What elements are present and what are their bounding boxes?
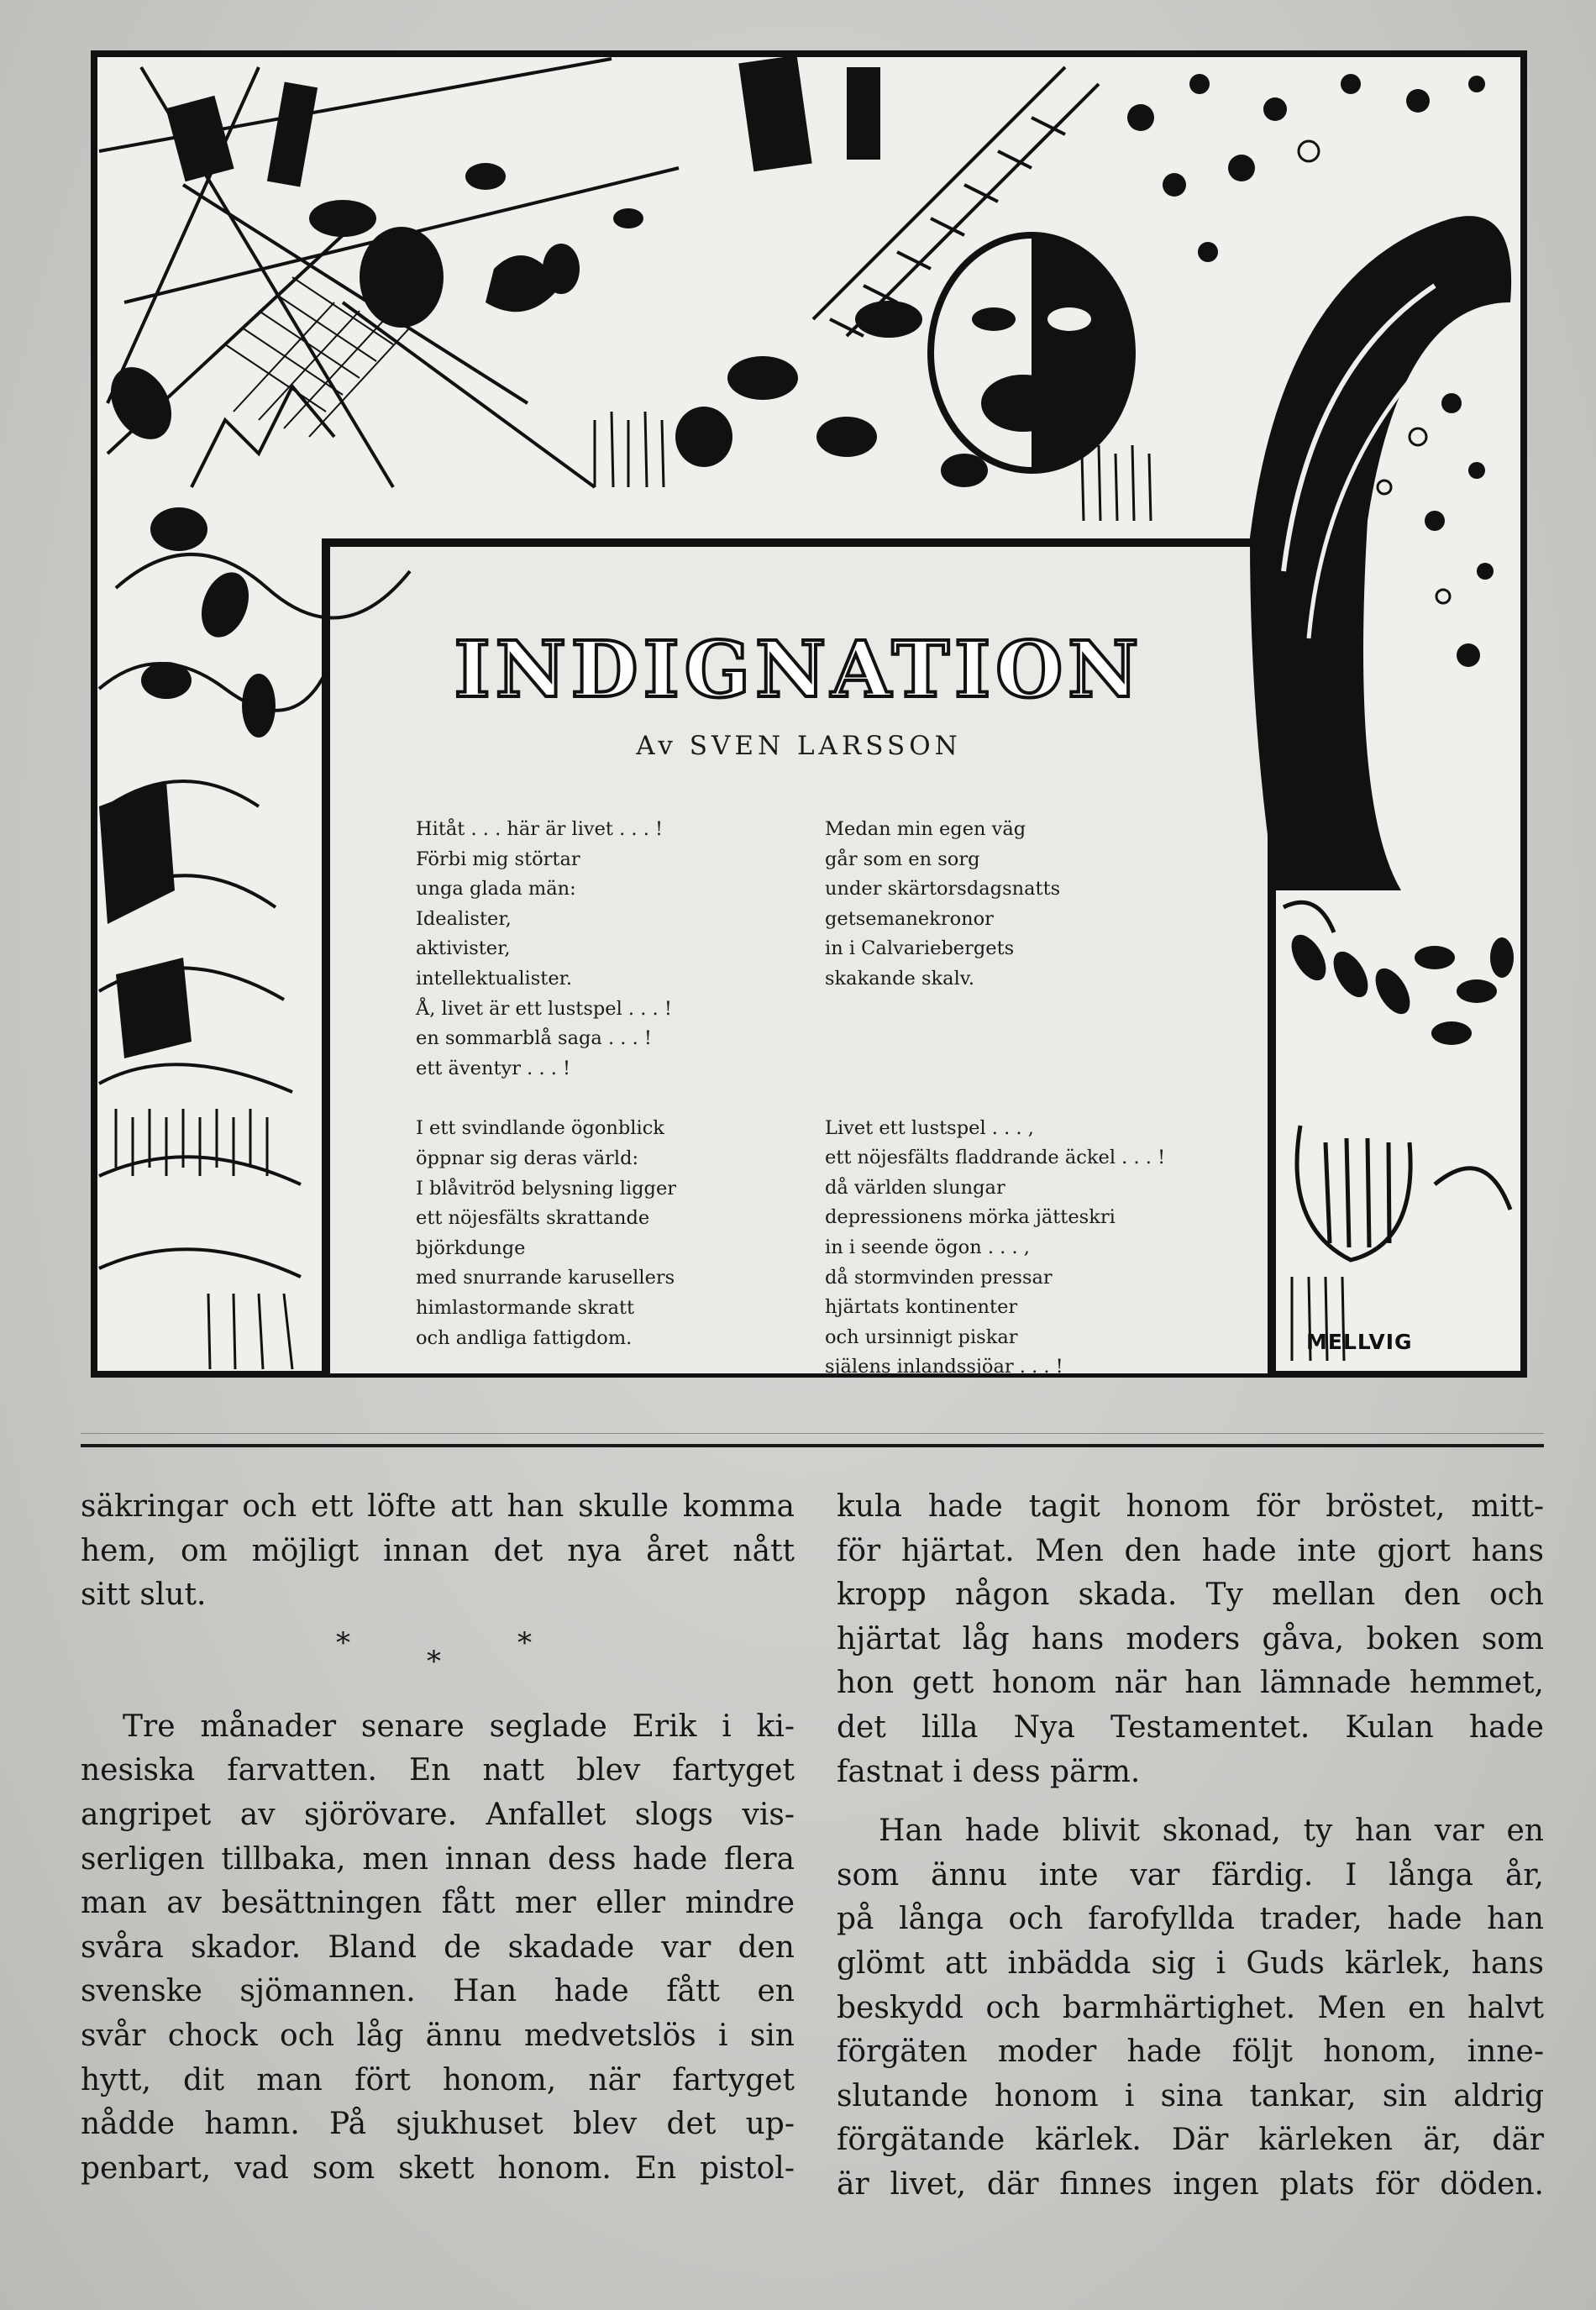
text-line: förgäten moder hade följt honom, inne- xyxy=(837,2034,1544,2070)
stanza xyxy=(825,815,1228,995)
section-divider xyxy=(81,1444,1544,1447)
poem-line: ett nöjesfälts skrattande xyxy=(416,1207,650,1230)
text-line: angripet av sjörövare. Anfallet slogs vis- xyxy=(81,1797,795,1832)
text-line: serligen tillbaka, men innan dess hade flera xyxy=(81,1841,795,1877)
poem-line: och ursinnigt piskar xyxy=(825,1326,1018,1348)
text-line: Han hade blivit skonad, ty han var en xyxy=(879,1814,1544,1849)
poem-line: under skärtorsdagsnatts xyxy=(825,878,1061,900)
divider-thin xyxy=(81,1433,1544,1434)
text-line: hytt, dit man fört honom, när fartyget xyxy=(81,2062,795,2097)
text-line: glömt att inbädda sig i Guds kärlek, hans xyxy=(837,1945,1544,1981)
poem-panel xyxy=(329,544,1268,1378)
text-line: som ännu inte var färdig. I långa år, xyxy=(837,1857,1544,1893)
asterisk: * xyxy=(427,1644,441,1678)
text-line: kropp någon skada. Ty mellan den och xyxy=(837,1578,1544,1613)
poem-title: INDIGNATION xyxy=(454,624,1144,715)
poem-line: själens inlandssjöar . . . ! xyxy=(825,1356,1063,1378)
stanza xyxy=(416,1114,769,1353)
poem-line: då världen slungar xyxy=(825,1176,1005,1199)
poem-line: I blåvitröd belysning ligger xyxy=(416,1177,677,1200)
text-line: penbart, vad som skett honom. En pistol- xyxy=(81,2150,795,2186)
poem-line: går som en sorg xyxy=(825,848,980,870)
poem-line: I ett svindlande ögonblick xyxy=(416,1117,664,1140)
text-line: nesiska farvatten. En natt blev fartyget xyxy=(81,1753,795,1788)
text-line: beskydd och barmhärtighet. Men en halvt xyxy=(837,1990,1544,2025)
poem-line: då stormvinden pressar xyxy=(825,1266,1053,1289)
text-line: Tre månader senare seglade Erik i ki- xyxy=(123,1709,795,1744)
text-line: hon gett honom när han lämnade hemmet, xyxy=(837,1666,1544,1701)
text-line: svåra skador. Bland de skadade var den xyxy=(81,1929,795,1965)
poem-line: Idealister, xyxy=(416,907,512,930)
stanza xyxy=(416,815,769,1084)
text-line: säkringar och ett löfte att han skulle komma xyxy=(81,1489,795,1524)
text-line: är livet, där finnes ingen plats för döden. xyxy=(837,2166,1544,2202)
article-column-left xyxy=(81,1485,795,2191)
poem-line: Livet ett lustspel . . . , xyxy=(825,1116,1034,1139)
poem-byline: Av SVEN LARSSON xyxy=(636,731,962,761)
text-line: fastnat i dess pärm. xyxy=(837,1754,1141,1789)
poem-line: in i seende ögon . . . , xyxy=(825,1236,1030,1258)
poem-line: björkdunge xyxy=(416,1236,526,1259)
text-line: svår chock och låg ännu medvetslös i sin xyxy=(81,2018,795,2053)
poem-line: Förbi mig störtar xyxy=(416,848,580,870)
poem-line: depressionens mörka jätteskri xyxy=(825,1206,1116,1229)
poem-line: Medan min egen väg xyxy=(825,818,1026,840)
poem-line: Hitåt . . . här är livet . . . ! xyxy=(416,818,664,840)
text-line: kula hade tagit honom för bröstet, mitt- xyxy=(837,1489,1544,1524)
text-line: på långa och farofyllda trader, hade han xyxy=(837,1902,1544,1937)
poem-line: unga glada män: xyxy=(416,878,576,900)
poem-line: med snurrande karusellers xyxy=(416,1267,675,1289)
text-line: sitt slut. xyxy=(81,1578,207,1613)
poem-line: ett nöjesfälts fladdrande äckel . . . ! xyxy=(825,1147,1166,1169)
poem-line: skakande skalv. xyxy=(825,967,974,990)
poem-line: och andliga fattigdom. xyxy=(416,1326,633,1349)
poem-line: ett äventyr . . . ! xyxy=(416,1057,571,1079)
poem-line: in i Calvariebergets xyxy=(825,937,1015,960)
poem-line: en sommarblå saga . . . ! xyxy=(416,1027,652,1050)
text-line: för hjärtat. Men den hade inte gjort hans xyxy=(837,1533,1544,1568)
poem-line: öppnar sig deras värld: xyxy=(416,1147,639,1169)
text-line: svenske sjömannen. Han hade fått en xyxy=(81,1974,795,2009)
text-line: slutande honom i sina tankar, sin aldrig xyxy=(837,2078,1544,2113)
text-line: förgätande kärlek. Där kärleken är, där xyxy=(837,2123,1544,2158)
text-line: hem, om möjligt innan det nya året nått xyxy=(81,1533,795,1568)
poem-line: hjärtats kontinenter xyxy=(825,1296,1018,1319)
text-line: det lilla Nya Testamentet. Kulan hade xyxy=(837,1709,1544,1745)
poem-line: himlastormande skratt xyxy=(416,1296,635,1319)
artist-signature: MELLVIG xyxy=(1306,1330,1413,1354)
asterisk: * xyxy=(517,1625,532,1660)
text-line: hjärtat låg hans moders gåva, boken som xyxy=(837,1621,1544,1656)
article-column-right xyxy=(837,1485,1544,2208)
text-line: man av besättningen fått mer eller mindre xyxy=(81,1886,795,1921)
poem-column-left xyxy=(416,815,769,1383)
poem-line: aktivister, xyxy=(416,937,511,960)
poem-line: intellektualister. xyxy=(416,967,573,990)
stanza xyxy=(825,1114,1228,1383)
asterisk: * xyxy=(336,1625,350,1660)
poem-column-right xyxy=(825,815,1228,1413)
poem-line: Å, livet är ett lustspel . . . ! xyxy=(416,997,672,1020)
section-break-asterism xyxy=(81,1621,795,1705)
poem-line: getsemanekronor xyxy=(825,907,994,930)
text-line: nådde hamn. På sjukhuset blev det up- xyxy=(81,2107,795,2142)
